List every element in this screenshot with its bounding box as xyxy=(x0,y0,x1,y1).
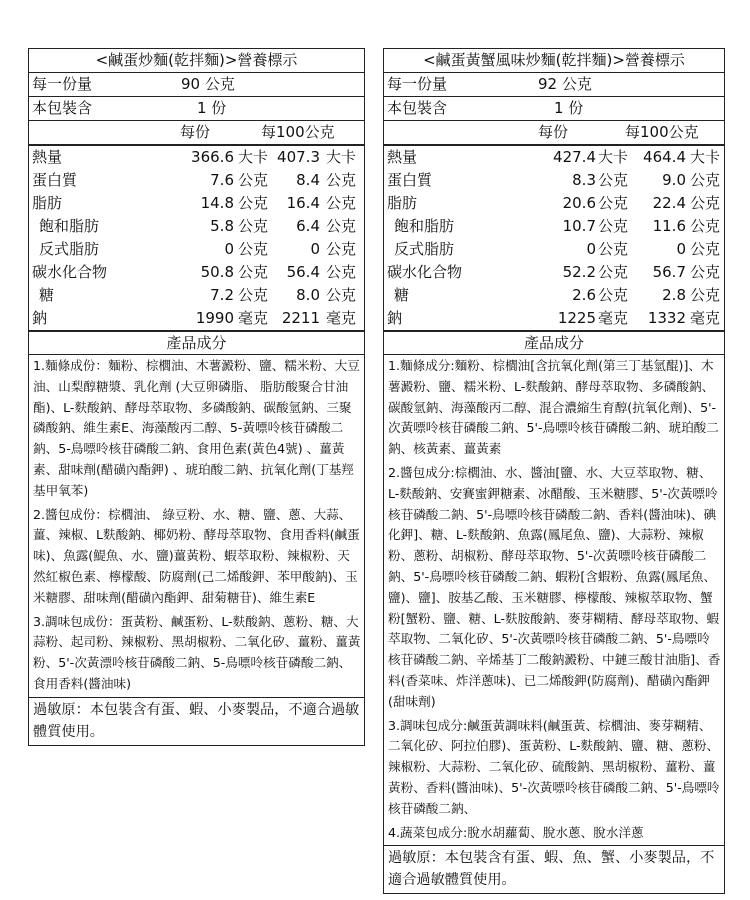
nutrient-row-saturated-fat xyxy=(384,215,724,238)
ingredients-noodles: 1.麵條成份：麵粉、棕櫚油、木薯澱粉、鹽、糯米粉、大豆油、山梨醇糖漿、乳化劑 (大豆卵磷脂、 脂肪酸聚合甘油酯)、L-麩酸鈉、酵母萃取物、多磷酸鈉、碳酸氫鈉、三聚磷酸鈉、維生素E、海藻酸丙二醇、5-黃嘌呤核苷磷酸二鈉、5-鳥嘌呤核苷磷酸二鈉、食用色素(黃色4號) 、薑黃素、甜味劑(醋磺內酯鉀) 、琥珀酸二鈉、抗氧化劑(丁基羥基甲氧苯) xyxy=(33,358,360,498)
per-100g-unit: 公克 xyxy=(326,263,357,281)
ingredients-seasoning-pack: 3.調味包成份：蛋黃粉、鹹蛋粉、L-麩酸鈉、蔥粉、糖、大蒜粉、起司粉、辣椒粉、黑胡椒粉、二氧化矽、薑粉、薑黃粉、5'-次黃漂呤核苷磷酸二鈉、5-鳥嘌呤核苷磷酸二鈉、食用香料(醬油味) xyxy=(33,613,361,691)
per-100g-unit: 大卡 xyxy=(690,148,721,166)
per-serving-value: 0 xyxy=(586,240,596,258)
per-100g-unit: 毫克 xyxy=(326,309,357,327)
nutrient-label: 熱量 xyxy=(32,148,63,166)
nutrient-row-energy xyxy=(29,146,364,169)
per-serving-unit: 大卡 xyxy=(598,148,629,166)
nutrient-row-trans-fat xyxy=(29,238,364,261)
nutrient-label: 糖 xyxy=(39,286,55,304)
per-serving-value: 0 xyxy=(224,240,234,258)
per-100g-unit: 公克 xyxy=(326,194,357,212)
nutrient-label: 飽和脂肪 xyxy=(394,217,455,235)
nutrient-row-trans-fat xyxy=(384,238,724,261)
per-serving-unit: 毫克 xyxy=(238,309,269,327)
nutrient-row-sodium xyxy=(29,307,364,332)
nutrient-row-protein xyxy=(384,169,724,192)
ingredients-noodles: 1.麵條成分:麵粉、棕櫚油[含抗氧化劑(第三丁基氫醌)]、木薯澱粉、鹽、糯米粉、L-麩酸鈉、酵母萃取物、多磷酸鈉、碳酸氫鈉、海藻酸丙二醇、混合濃縮生育醇(抗氧化劑)、5'-次黃嘌呤核苷磷酸二鈉、5'-鳥嘌呤核苷磷酸二鈉、琥珀酸二鈉、核黃素、薑黃素 xyxy=(388,358,719,457)
ingredients-title: 產品成分 xyxy=(29,332,364,355)
per-serving-unit: 公克 xyxy=(238,217,269,235)
per-serving-header: 每份 xyxy=(538,123,569,141)
per-serving-unit: 公克 xyxy=(238,286,269,304)
serving-size-value: 90 公克 xyxy=(181,75,235,93)
per-100g-value: 6.4 xyxy=(296,217,320,235)
servings-per-package-value: 1 份 xyxy=(554,99,584,117)
per-100g-value: 8.4 xyxy=(296,171,320,189)
per-serving-unit: 公克 xyxy=(598,194,629,212)
per-100g-unit: 公克 xyxy=(690,171,721,189)
ingredients-title: 產品成分 xyxy=(384,332,724,355)
servings-per-package-label: 本包裝含 xyxy=(32,99,93,117)
ingredients-sauce-pack: 2.醬包成分:棕櫚油、水、醬油[鹽、水、大豆萃取物、糖、L-麩酸鈉、安賽蜜鉀糖素、冰醋酸、玉米糖膠、5'-次黃嘌呤核苷磷酸二鈉、5'-鳥嘌呤核苷磷酸二鈉、香料(醬油味)、碘化鉀]、糖、L-麩酸鈉、魚露(鳳尾魚、鹽)、大蒜粉、辣椒粉、蔥粉、胡椒粉、酵母萃取物、5'-次黃嘌呤核苷磷酸二鈉、5'-鳥嘌呤核苷磷酸二鈉、蝦粉[含蝦粉、魚露(鳳尾魚、鹽)、鹽]、胺基乙酸、玉米糖膠、檸檬酸、辣椒萃取物、蟹粉[蟹粉、鹽、糖、L-麩胺酸鈉、麥芽糊精、酵母萃取物、蝦萃取物、二氧化矽、5'-次黃嘌呤核苷磷酸二鈉、5'-鳥嘌呤核苷磷酸二鈉、辛烯基丁二酸鈉澱粉、中鏈三酸甘油脂]、香料(香菜味、炸洋蔥味)、已二烯酸鉀(防腐劑)、醋磺內酯鉀(甜味劑) xyxy=(388,464,721,709)
ingredients-sauce-pack: 2.醬包成份：棕櫚油、 綠豆粉、水、糖、鹽、蔥、大蒜、薑、辣椒、L麩酸鈉、椰奶粉、酵母萃取物、食用香料(鹹蛋味)、魚露(鯷魚、水、鹽)薑黃粉、蝦萃取粉、辣椒粉、天然紅椒色素、檸檬酸、防腐劑(己二烯酸鉀、苯甲酸鈉)、玉米糖膠、甜味劑(醋磺內酯鉀、甜菊糖苷)、維生素E xyxy=(33,506,360,605)
per-serving-value: 2.6 xyxy=(572,286,596,304)
nutrient-row-carbohydrate xyxy=(29,261,364,284)
per-serving-unit: 公克 xyxy=(238,194,269,212)
nutrient-label: 鈉 xyxy=(32,309,48,327)
per-100g-value: 56.4 xyxy=(286,263,320,281)
nutrient-row-saturated-fat xyxy=(29,215,364,238)
per-100g-header: 每100公克 xyxy=(625,123,699,141)
per-100g-unit: 大卡 xyxy=(326,148,357,166)
per-100g-unit: 公克 xyxy=(690,240,721,258)
panel-title: <鹹蛋黃蟹風味炒麵(乾拌麵)>營養標示 xyxy=(384,49,724,73)
per-serving-unit: 公克 xyxy=(238,171,269,189)
nutrient-row-sugar xyxy=(384,284,724,307)
ingredients-seasoning-pack: 3.調味包成分:鹹蛋黃調味料(鹹蛋黃、棕櫚油、麥芽糊精、二氧化矽、阿拉伯膠)、蛋黃粉、L-麩酸鈉、鹽、糖、蔥粉、辣椒粉、大蒜粉、二氧化矽、硫酸鈉、黑胡椒粉、薑粉、薑黃粉、香料(醬油味)、5'-次黃嘌呤核苷磷酸二鈉、5'-鳥嘌呤核苷磷酸二鈉、 xyxy=(388,717,720,816)
per-serving-unit: 公克 xyxy=(598,217,629,235)
per-100g-value: 8.0 xyxy=(296,286,320,304)
servings-per-package-value: 1 份 xyxy=(197,99,227,117)
per-100g-unit: 公克 xyxy=(690,263,721,281)
serving-size-value: 92 公克 xyxy=(538,75,592,93)
per-serving-value: 14.8 xyxy=(200,194,234,212)
per-100g-unit: 公克 xyxy=(690,286,721,304)
per-100g-value: 2.8 xyxy=(662,286,686,304)
nutrient-label: 蛋白質 xyxy=(32,171,78,189)
serving-size-label: 每一份量 xyxy=(387,75,448,93)
allergen-notice: 過敏原：本包裝含有蛋、蝦、小麥製品，不適合過敏體質使用。 xyxy=(29,697,364,745)
nutrient-row-sugar xyxy=(29,284,364,307)
per-100g-unit: 公克 xyxy=(326,240,357,258)
servings-per-package-row xyxy=(384,97,724,121)
nutrition-panel-salted-egg xyxy=(28,48,365,746)
nutrient-label: 反式脂肪 xyxy=(39,240,100,258)
nutrient-label: 脂肪 xyxy=(387,194,418,212)
per-100g-value: 11.6 xyxy=(652,217,686,235)
nutrient-row-fat xyxy=(29,192,364,215)
per-serving-unit: 公克 xyxy=(598,263,629,281)
per-100g-unit: 公克 xyxy=(326,217,357,235)
per-100g-value: 0 xyxy=(310,240,320,258)
per-100g-value: 1332 xyxy=(647,309,686,327)
per-serving-value: 52.2 xyxy=(562,263,596,281)
nutrient-label: 鈉 xyxy=(387,309,403,327)
per-serving-value: 427.4 xyxy=(553,148,596,166)
per-serving-value: 20.6 xyxy=(562,194,596,212)
nutrient-row-fat xyxy=(384,192,724,215)
per-100g-unit: 毫克 xyxy=(690,309,721,327)
nutrient-label: 碳水化合物 xyxy=(32,263,108,281)
nutrient-label: 碳水化合物 xyxy=(387,263,463,281)
per-100g-value: 407.3 xyxy=(277,148,320,166)
per-100g-value: 16.4 xyxy=(286,194,320,212)
allergen-notice: 過敏原：本包裝含有蛋、蝦、魚、蟹、小麥製品，不適合過敏體質使用。 xyxy=(384,845,724,893)
nutrient-row-protein xyxy=(29,169,364,192)
per-serving-value: 5.8 xyxy=(210,217,234,235)
per-serving-unit: 公克 xyxy=(238,240,269,258)
nutrient-row-energy xyxy=(384,146,724,169)
column-header-row xyxy=(29,121,364,146)
per-serving-unit: 公克 xyxy=(598,171,629,189)
nutrient-row-sodium xyxy=(384,307,724,332)
per-serving-unit: 大卡 xyxy=(238,148,269,166)
per-100g-unit: 公克 xyxy=(326,171,357,189)
per-100g-value: 2211 xyxy=(281,309,320,327)
per-serving-unit: 公克 xyxy=(238,263,269,281)
per-100g-value: 22.4 xyxy=(652,194,686,212)
serving-size-row xyxy=(384,73,724,97)
nutrient-label: 蛋白質 xyxy=(387,171,433,189)
per-serving-unit: 毫克 xyxy=(598,309,629,327)
nutrient-label: 糖 xyxy=(394,286,410,304)
per-100g-value: 9.0 xyxy=(662,171,686,189)
per-serving-value: 8.3 xyxy=(572,171,596,189)
per-serving-value: 50.8 xyxy=(200,263,234,281)
per-serving-value: 7.2 xyxy=(210,286,234,304)
per-serving-value: 366.6 xyxy=(191,148,234,166)
per-serving-value: 1225 xyxy=(557,309,596,327)
per-100g-value: 56.7 xyxy=(652,263,686,281)
per-100g-unit: 公克 xyxy=(690,217,721,235)
serving-size-row xyxy=(29,73,364,97)
column-header-row xyxy=(384,121,724,146)
ingredients-vegetable-pack: 4.蔬菜包成分:脫水胡蘿蔔、脫水蔥、脫水洋蔥 xyxy=(388,824,644,840)
servings-per-package-row xyxy=(29,97,364,121)
per-serving-value: 10.7 xyxy=(562,217,596,235)
per-100g-unit: 公克 xyxy=(326,286,357,304)
nutrient-label: 飽和脂肪 xyxy=(39,217,100,235)
nutrient-label: 反式脂肪 xyxy=(394,240,455,258)
per-serving-value: 7.6 xyxy=(210,171,234,189)
per-100g-value: 0 xyxy=(676,240,686,258)
per-serving-unit: 公克 xyxy=(598,240,629,258)
per-100g-value: 464.4 xyxy=(643,148,686,166)
nutrition-panel-salted-egg-crab xyxy=(383,48,725,894)
per-serving-unit: 公克 xyxy=(598,286,629,304)
serving-size-label: 每一份量 xyxy=(32,75,93,93)
per-100g-header: 每100公克 xyxy=(261,123,335,141)
per-100g-unit: 公克 xyxy=(690,194,721,212)
servings-per-package-label: 本包裝含 xyxy=(387,99,448,117)
nutrient-label: 脂肪 xyxy=(32,194,63,212)
per-serving-value: 1990 xyxy=(195,309,234,327)
per-serving-header: 每份 xyxy=(180,123,211,141)
nutrient-row-carbohydrate xyxy=(384,261,724,284)
panel-title: <鹹蛋炒麵(乾拌麵)>營養標示 xyxy=(29,49,364,73)
nutrient-label: 熱量 xyxy=(387,148,418,166)
